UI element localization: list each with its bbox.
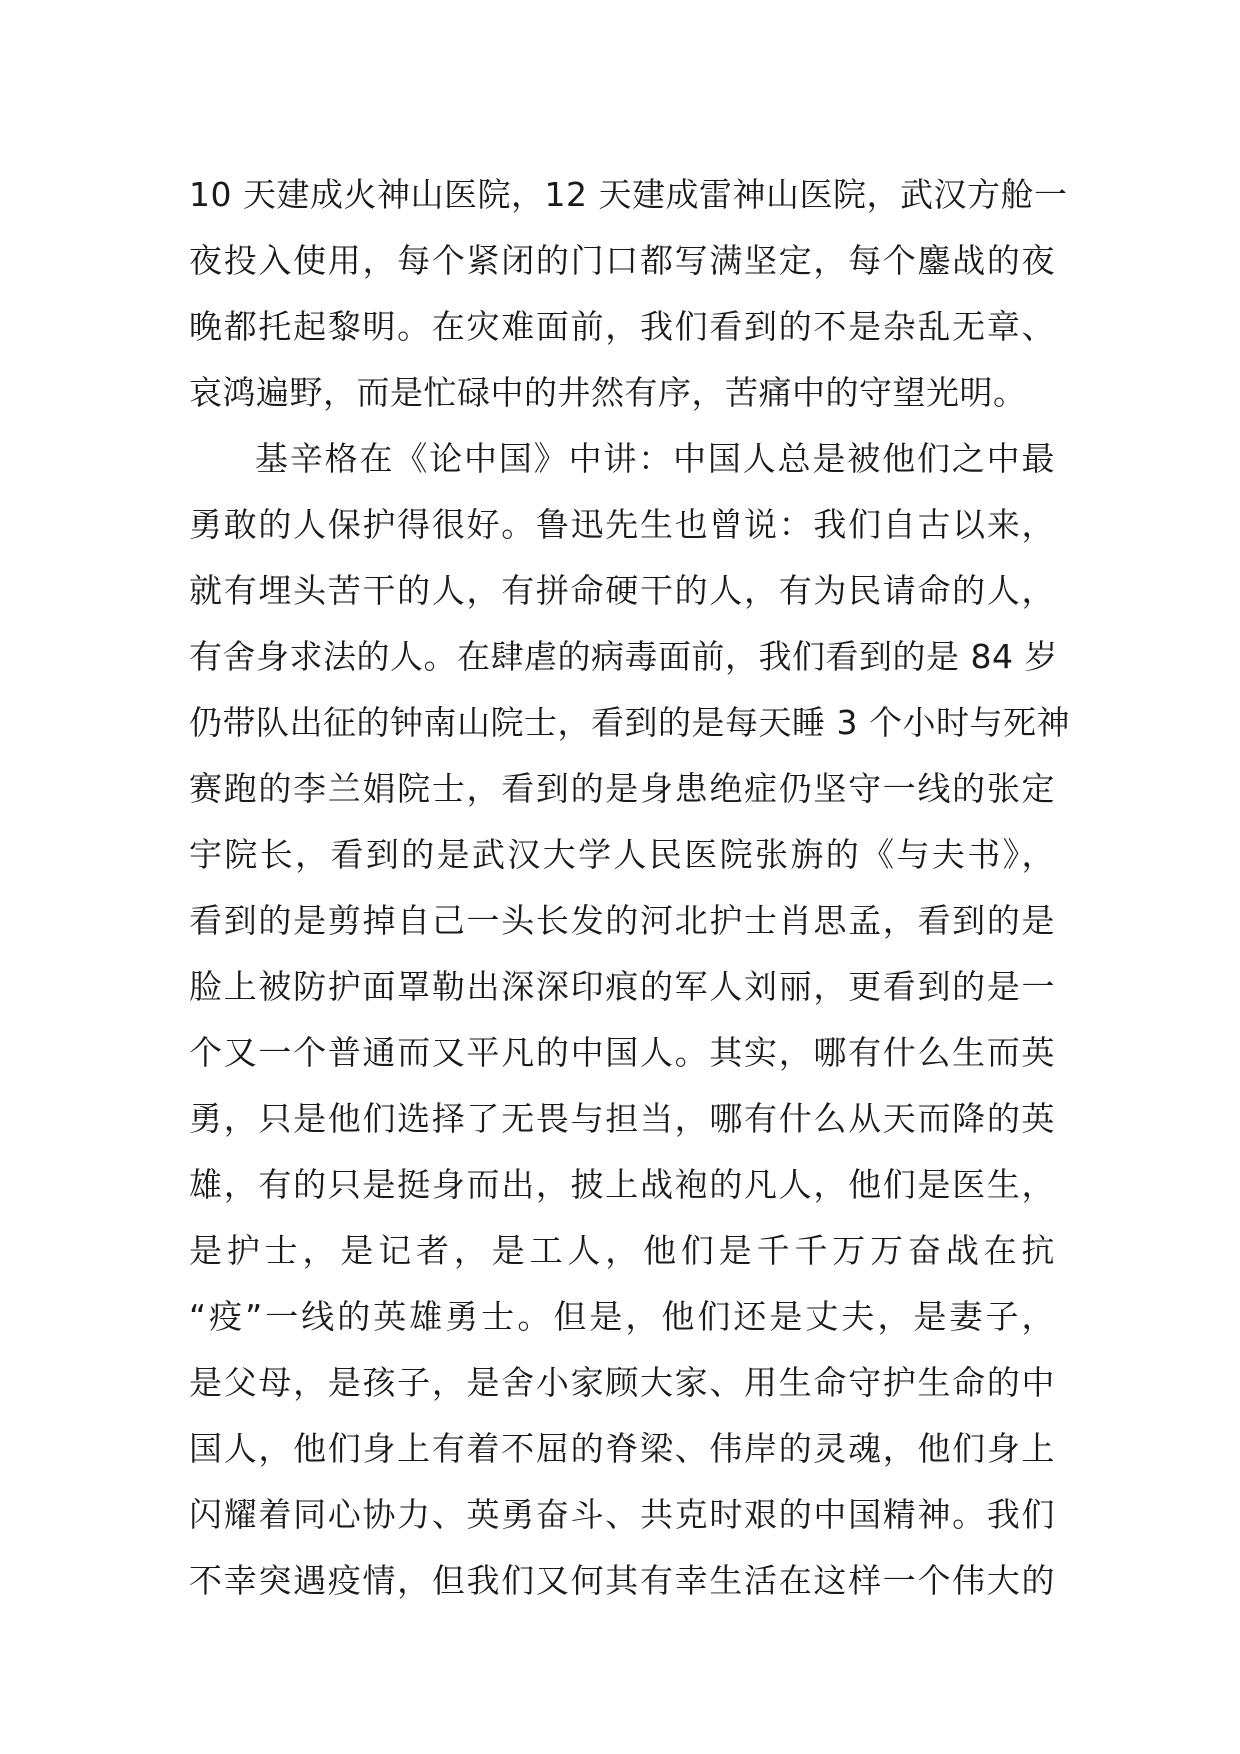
text-line: 看到的是剪掉自己一头长发的河北护士肖思孟，看到的是 (189, 901, 1055, 940)
text-line: 赛跑的李兰娟院士，看到的是身患绝症仍坚守一线的张定 (189, 769, 1055, 808)
text-line: 就有埋头苦干的人，有拼命硬干的人，有为民请命的人， (189, 571, 1055, 610)
text-line: 哀鸿遍野，而是忙碌中的井然有序，苦痛中的守望光明。 (189, 373, 1027, 412)
text-line: 10 天建成火神山医院，12 天建成雷神山医院，武汉方舱一 (189, 175, 1068, 214)
text-line: “疫”一线的英雄勇士。但是，他们还是丈夫，是妻子， (189, 1297, 1055, 1336)
text-line: 宇院长，看到的是武汉大学人民医院张旃的《与夫书》， (189, 835, 1055, 874)
text-line: 是护士，是记者，是工人，他们是千千万万奋战在抗 (189, 1231, 1055, 1270)
body-text (189, 162, 1070, 1614)
paragraph-first-line: 基辛格在《论中国》中讲：中国人总是被他们之中最 (255, 439, 1055, 478)
text-line: 国人，他们身上有着不屈的脊梁、伟岸的灵魂，他们身上 (189, 1429, 1055, 1468)
text-line: 夜投入使用，每个紧闭的门口都写满坚定，每个鏖战的夜 (189, 241, 1055, 280)
text-line: 是父母，是孩子，是舍小家顾大家、用生命守护生命的中 (189, 1363, 1055, 1402)
text-line: 有舍身求法的人。在肆虐的病毒面前，我们看到的是 84 岁 (189, 637, 1058, 676)
text-line: 不幸突遇疫情，但我们又何其有幸生活在这样一个伟大的 (189, 1561, 1055, 1600)
text-line: 脸上被防护面罩勒出深深印痕的军人刘丽，更看到的是一 (189, 967, 1055, 1006)
text-line: 个又一个普通而又平凡的中国人。其实，哪有什么生而英 (189, 1033, 1055, 1072)
text-line: 雄，有的只是挺身而出，披上战袍的凡人，他们是医生， (189, 1165, 1055, 1204)
text-line: 勇敢的人保护得很好。鲁迅先生也曾说：我们自古以来， (189, 505, 1055, 544)
text-line: 晚都托起黎明。在灾难面前，我们看到的不是杂乱无章、 (189, 307, 1055, 346)
text-line: 勇，只是他们选择了无畏与担当，哪有什么从天而降的英 (189, 1099, 1055, 1138)
text-line: 闪耀着同心协力、英勇奋斗、共克时艰的中国精神。我们 (189, 1495, 1055, 1534)
text-line: 仍带队出征的钟南山院士，看到的是每天睡 3 个小时与死神 (189, 703, 1070, 742)
